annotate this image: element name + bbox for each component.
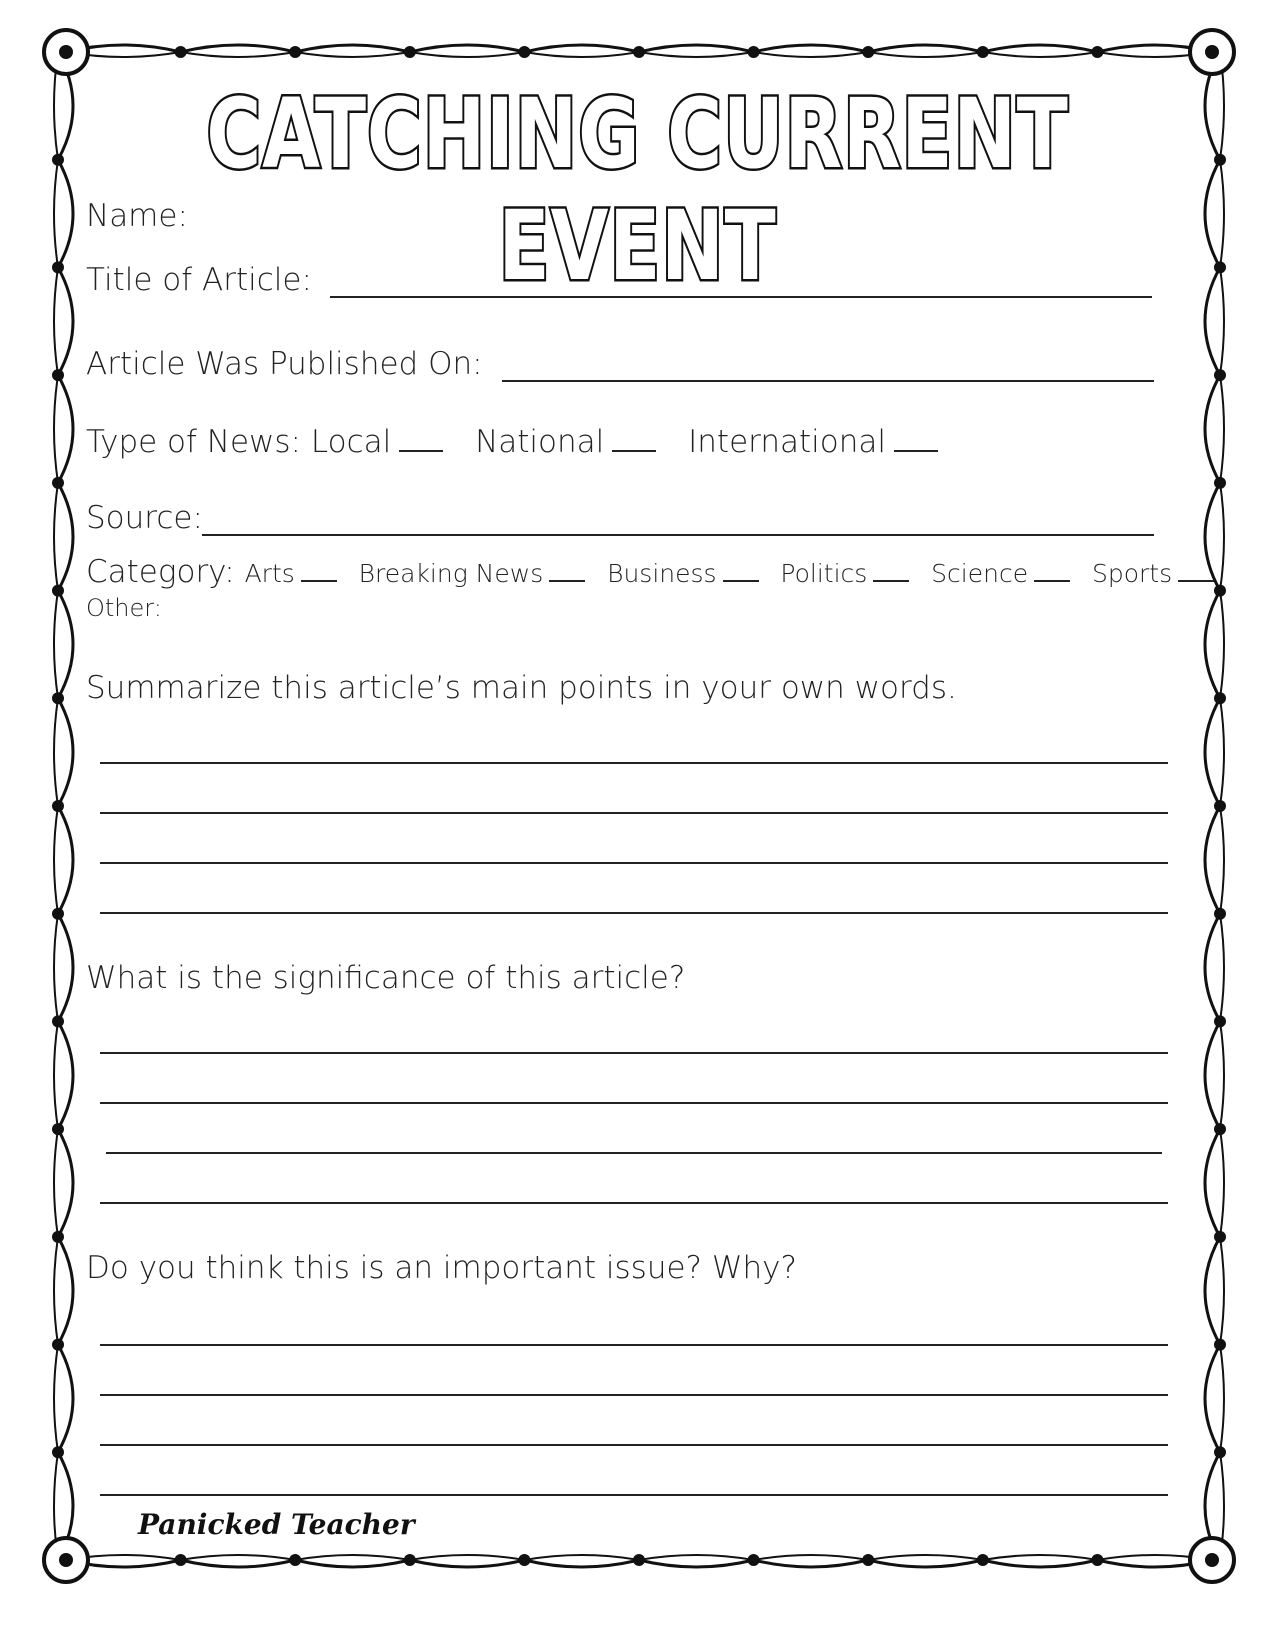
type-national-blank[interactable] [612,450,656,452]
category-arts: Arts [244,559,295,588]
summarize-question: Summarize this article’s main points in your own words. [86,670,957,706]
type-national-label: National [475,424,605,460]
type-international-blank[interactable] [894,450,938,452]
category-sports-blank[interactable] [1178,580,1214,582]
category-science: Science [931,559,1029,588]
summarize-line-1[interactable] [100,762,1168,764]
significance-line-3[interactable] [106,1152,1162,1154]
category-science-blank[interactable] [1034,580,1070,582]
important-question: Do you think this is an important issue? Why? [86,1250,797,1286]
category-sports: Sports [1091,559,1173,588]
name-label: Name: [86,198,188,234]
important-line-2[interactable] [100,1394,1168,1396]
significance-question: What is the significance of this article? [86,960,686,996]
category-business-blank[interactable] [723,580,759,582]
page-title: CATCHING CURRENT EVENT [206,78,1069,302]
summarize-line-4[interactable] [100,912,1168,914]
category-business: Business [607,559,717,588]
title-of-article-label: Title of Article: [86,262,312,298]
published-on-label: Article Was Published On: [86,346,483,382]
source-line[interactable] [202,534,1154,536]
signature: Panicked Teacher [138,1508,415,1541]
significance-line-1[interactable] [100,1052,1168,1054]
category-politics-blank[interactable] [873,580,909,582]
other-label: Other: [86,594,162,622]
category-arts-blank[interactable] [301,580,337,582]
type-of-news-label: Type of News: [86,424,302,460]
category-label: Category: [86,554,235,590]
important-line-4[interactable] [100,1494,1168,1496]
type-local-blank[interactable] [399,450,443,452]
important-line-1[interactable] [100,1344,1168,1346]
category-breaking-news-blank[interactable] [549,580,585,582]
summarize-line-2[interactable] [100,812,1168,814]
significance-line-4[interactable] [100,1202,1168,1204]
source-label: Source: [86,500,203,536]
title-of-article-line[interactable] [330,296,1152,298]
category-breaking-news: Breaking News [358,559,544,588]
category-row [86,554,1226,590]
published-on-line[interactable] [502,380,1154,382]
summarize-line-3[interactable] [100,862,1168,864]
significance-line-2[interactable] [100,1102,1168,1104]
type-international-label: International [688,424,886,460]
type-of-news-row [86,424,960,460]
important-line-3[interactable] [100,1444,1168,1446]
type-local-label: Local [310,424,392,460]
category-politics: Politics [780,559,868,588]
